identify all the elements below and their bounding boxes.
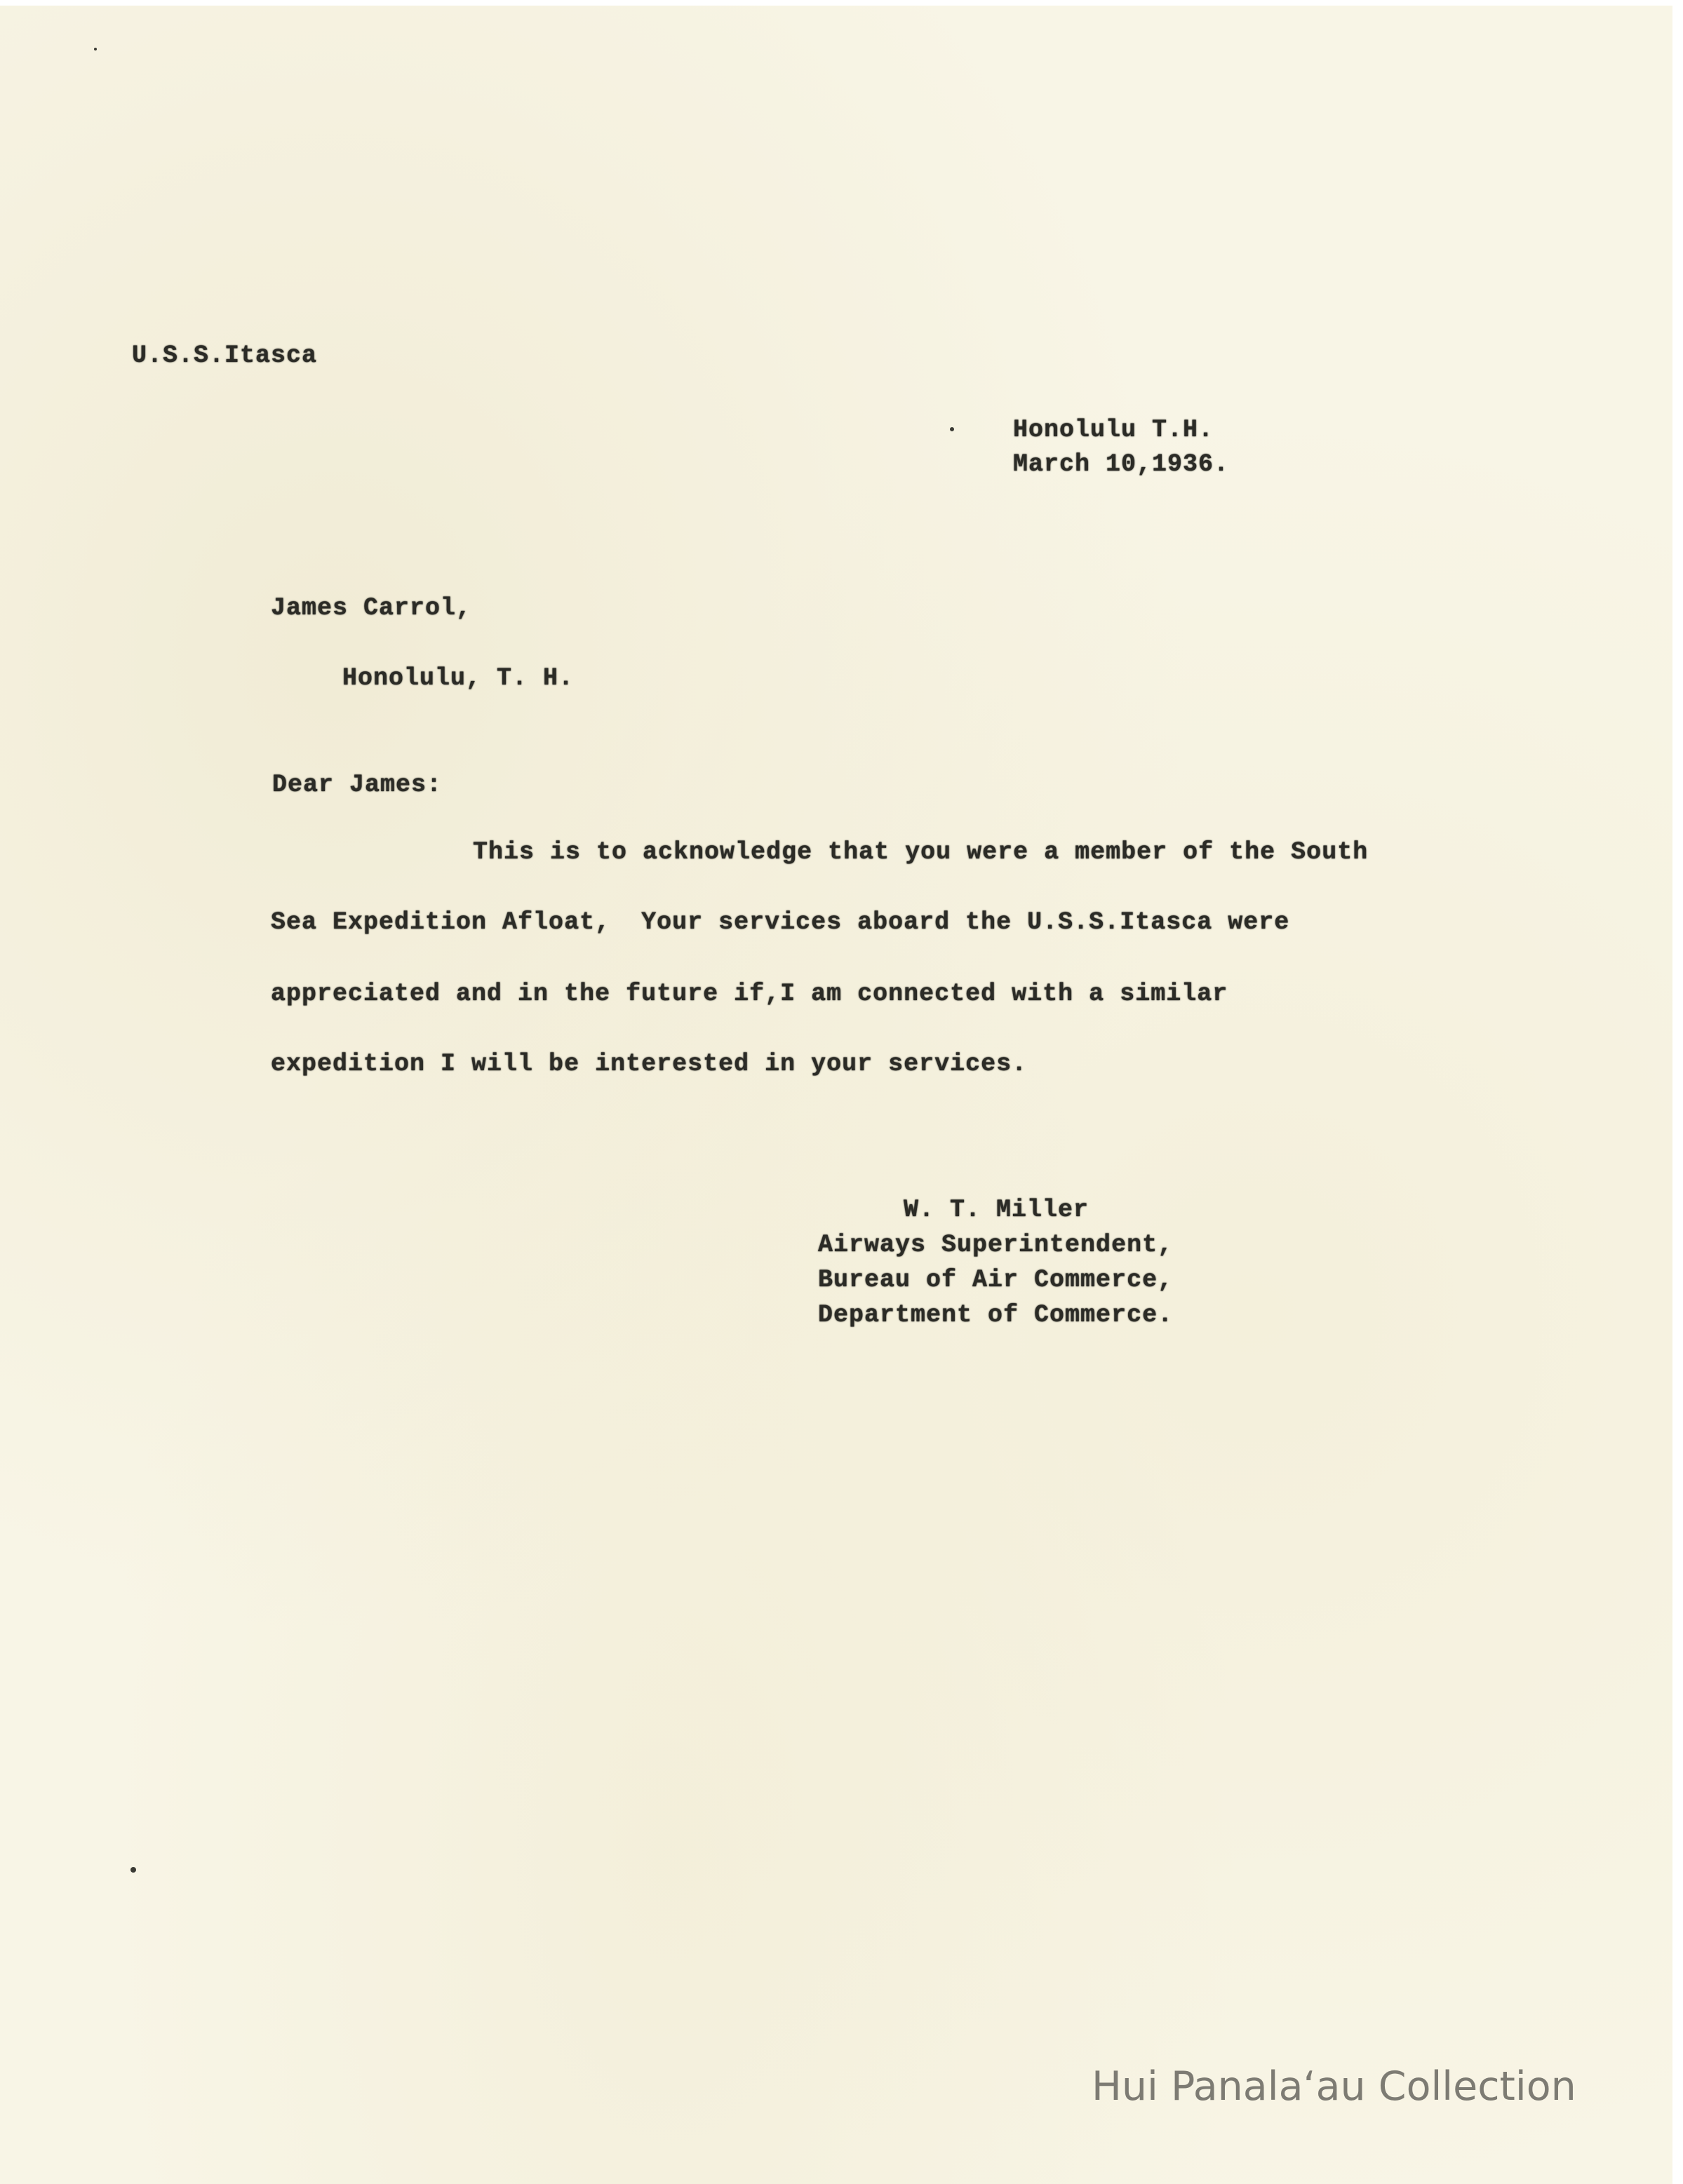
- paper-speck: [94, 48, 97, 50]
- body-line: Sea Expedition Afloat, Your services aboard the U.S.S.Itasca were: [271, 908, 1290, 936]
- ship-heading: U.S.S.Itasca: [132, 342, 318, 370]
- paper-speck: [130, 1867, 136, 1873]
- signer-name: W. T. Miller: [904, 1196, 1089, 1224]
- recipient-location: Honolulu, T. H.: [342, 664, 575, 692]
- letter-date: March 10,1936.: [1013, 450, 1230, 478]
- signer-department: Department of Commerce.: [818, 1301, 1174, 1329]
- body-line: appreciated and in the future if,I am connected with a similar: [271, 980, 1228, 1008]
- body-line: expedition I will be interested in your services.: [271, 1050, 1028, 1078]
- collection-watermark: Hui Panala‘au Collection: [1092, 2063, 1576, 2110]
- signer-bureau: Bureau of Air Commerce,: [818, 1266, 1174, 1294]
- body-line: This is to acknowledge that you were a member of the South: [473, 838, 1369, 866]
- letter-place: Honolulu T.H.: [1013, 416, 1214, 444]
- typewriter-dot: [950, 427, 954, 431]
- recipient-name: James Carrol,: [271, 594, 472, 622]
- letter-paper: [0, 6, 1672, 2184]
- salutation: Dear James:: [272, 771, 443, 799]
- signer-title: Airways Superintendent,: [818, 1231, 1174, 1259]
